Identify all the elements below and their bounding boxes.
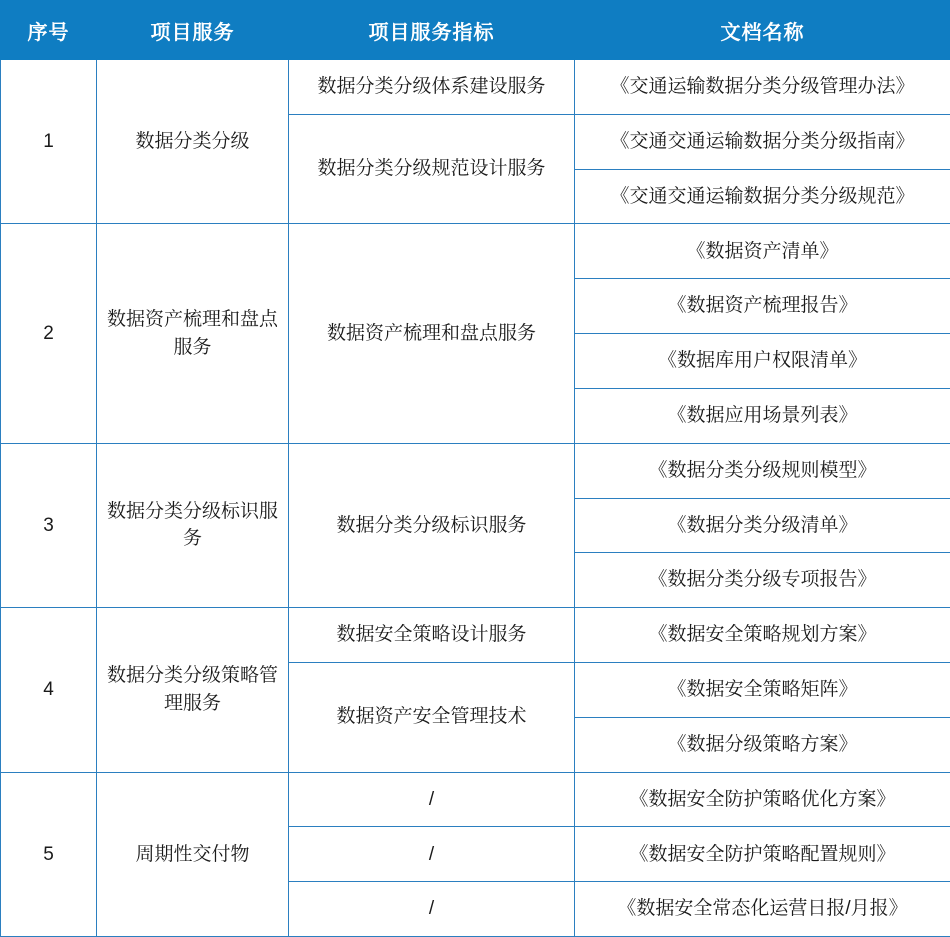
cell-document: 《数据应用场景列表》 — [575, 388, 950, 443]
table-row — [1, 772, 950, 827]
cell-metric: / — [289, 882, 575, 937]
cell-document: 《数据库用户权限清单》 — [575, 334, 950, 389]
cell-document: 《数据安全常态化运营日报/月报》 — [575, 882, 950, 937]
cell-document: 《数据分级策略方案》 — [575, 717, 950, 772]
table-row — [1, 443, 950, 498]
cell-service: 数据分类分级 — [97, 60, 289, 224]
cell-document: 《数据安全防护策略优化方案》 — [575, 772, 950, 827]
cell-service: 数据分类分级策略管理服务 — [97, 608, 289, 772]
cell-metric: / — [289, 827, 575, 882]
table-row — [1, 608, 950, 663]
column-header-metric: 项目服务指标 — [289, 1, 575, 60]
table-row — [1, 224, 950, 279]
cell-document: 《数据资产梳理报告》 — [575, 279, 950, 334]
cell-metric: 数据分类分级体系建设服务 — [289, 60, 575, 115]
cell-metric: / — [289, 772, 575, 827]
cell-metric: 数据资产梳理和盘点服务 — [289, 224, 575, 443]
cell-metric: 数据分类分级标识服务 — [289, 443, 575, 607]
table-body — [1, 60, 950, 937]
table-row — [1, 60, 950, 115]
cell-document: 《交通运输数据分类分级管理办法》 — [575, 60, 950, 115]
cell-service: 数据资产梳理和盘点服务 — [97, 224, 289, 443]
cell-sequence: 1 — [1, 60, 97, 224]
cell-service: 周期性交付物 — [97, 772, 289, 936]
column-header-doc: 文档名称 — [575, 1, 950, 60]
column-header-service: 项目服务 — [97, 1, 289, 60]
column-header-seq: 序号 — [1, 1, 97, 60]
cell-sequence: 4 — [1, 608, 97, 772]
cell-document: 《数据分类分级清单》 — [575, 498, 950, 553]
table-header — [1, 1, 950, 60]
cell-sequence: 5 — [1, 772, 97, 936]
table-header-row — [1, 1, 950, 60]
cell-metric: 数据安全策略设计服务 — [289, 608, 575, 663]
cell-metric: 数据分类分级规范设计服务 — [289, 114, 575, 224]
cell-sequence: 3 — [1, 443, 97, 607]
cell-metric: 数据资产安全管理技术 — [289, 662, 575, 772]
cell-document: 《数据安全策略规划方案》 — [575, 608, 950, 663]
cell-document: 《交通交通运输数据分类分级指南》 — [575, 114, 950, 169]
cell-sequence: 2 — [1, 224, 97, 443]
cell-document: 《交通交通运输数据分类分级规范》 — [575, 169, 950, 224]
cell-document: 《数据资产清单》 — [575, 224, 950, 279]
cell-service: 数据分类分级标识服务 — [97, 443, 289, 607]
cell-document: 《数据安全策略矩阵》 — [575, 662, 950, 717]
cell-document: 《数据分类分级规则模型》 — [575, 443, 950, 498]
cell-document: 《数据安全防护策略配置规则》 — [575, 827, 950, 882]
cell-document: 《数据分类分级专项报告》 — [575, 553, 950, 608]
